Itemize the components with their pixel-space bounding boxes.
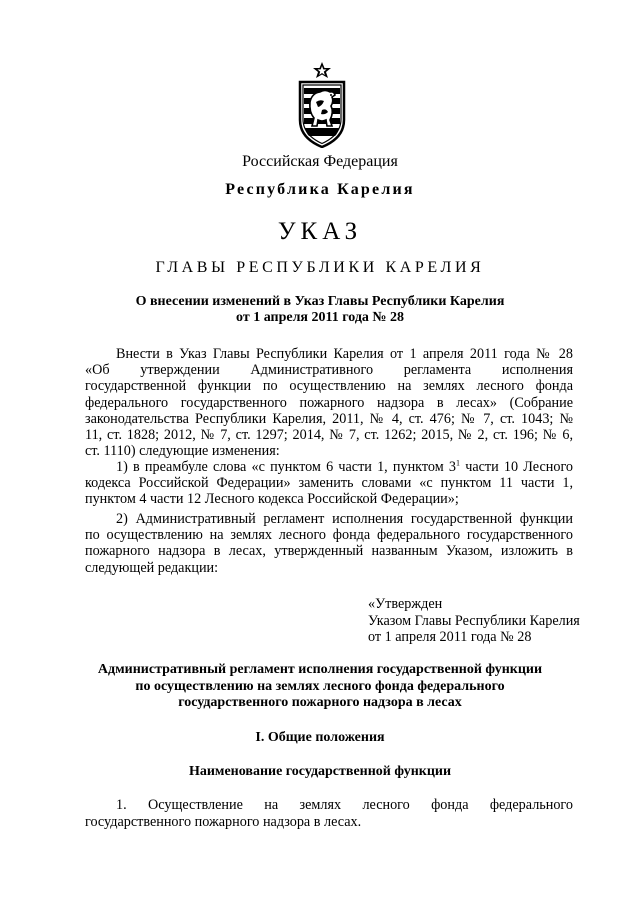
clause-1-line: государственного пожарного надзора в лесах.: [85, 813, 362, 830]
item-1-line: кодекса Российской Федерации» заменить словами «с пунктом 11 части 1,: [85, 475, 573, 492]
issuer-name: ГЛАВЫ РЕСПУБЛИКИ КАРЕЛИЯ: [155, 259, 485, 276]
subsection-heading: Наименование государственной функции: [188, 764, 452, 779]
item-2-line: 2) Административный регламент исполнения государственной функции: [116, 511, 573, 527]
item-1-paragraph: [85, 459, 573, 508]
item-2-line: по осуществлению на землях лесного фонда федерального государственного: [85, 527, 573, 544]
item-1-line: [85, 459, 573, 475]
item-1-line: пунктом 4 части 12 Лесного кодекса Российской Федерации»;: [85, 491, 459, 508]
clause-1-line: 1. Осуществление на землях лесного фонда федерального: [116, 797, 573, 813]
intro-line: Внести в Указ Главы Республики Карелия от 1 апреля 2011 года № 28: [116, 346, 573, 362]
intro-line: федерального государственного пожарного надзора в лесах» (Собрание: [85, 394, 573, 411]
regulation-title: [0, 662, 640, 712]
country-name: Российская Федерация: [242, 153, 398, 170]
decree-title-line-2: от 1 апреля 2011 года № 28: [236, 310, 404, 325]
decree-title-line-1: О внесении изменений в Указ Главы Республики Карелия: [135, 294, 505, 309]
approval-line-2: Указом Главы Республики Карелия: [368, 612, 580, 629]
item-2-line: следующей редакции:: [85, 559, 219, 576]
intro-line: законодательства Республики Карелия, 2011, № 4, ст. 476; № 7, ст. 1043; №: [85, 410, 573, 427]
item-2-line: пожарного надзора в лесах, утвержденный названным Указом, изложить в: [85, 543, 573, 560]
intro-line: 11, ст. 1828; 2012, № 7, ст. 1297; 2014, № 7, ст. 1262; 2015, № 2, ст. 196; № 6,: [85, 427, 573, 444]
intro-line: «Об утверждении Административного регламента исполнения: [85, 362, 573, 379]
intro-line: ст. 1110) следующие изменения:: [85, 443, 280, 460]
item-1-text-a: 1) в преамбуле слова «с пунктом 6 части 1, пунктом 3: [116, 459, 456, 475]
approval-stamp: [368, 596, 580, 646]
clause-1: [85, 797, 573, 830]
regulation-title-line: по осуществлению на землях лесного фонда федерального: [135, 678, 505, 694]
karelia-coat-of-arms-icon: [294, 62, 350, 148]
approval-line-3: от 1 апреля 2011 года № 28: [368, 629, 532, 645]
regulation-title-line: государственного пожарного надзора в лесах: [178, 695, 462, 710]
superscript: 1: [456, 458, 460, 468]
item-2-paragraph: [85, 511, 573, 576]
approval-line-1: «Утвержден: [368, 596, 443, 612]
section-heading: I. Общие положения: [255, 730, 385, 745]
republic-name: Республика Карелия: [225, 181, 415, 198]
intro-paragraph: [85, 346, 573, 459]
decree-title: [0, 294, 640, 326]
document-type: УКАЗ: [277, 218, 363, 245]
item-1-text-b: части 10 Лесного: [460, 459, 573, 475]
intro-line: государственной функции по осуществлению на землях лесного фонда: [85, 378, 573, 395]
regulation-title-line: Административный регламент исполнения государственной функции: [97, 662, 543, 677]
